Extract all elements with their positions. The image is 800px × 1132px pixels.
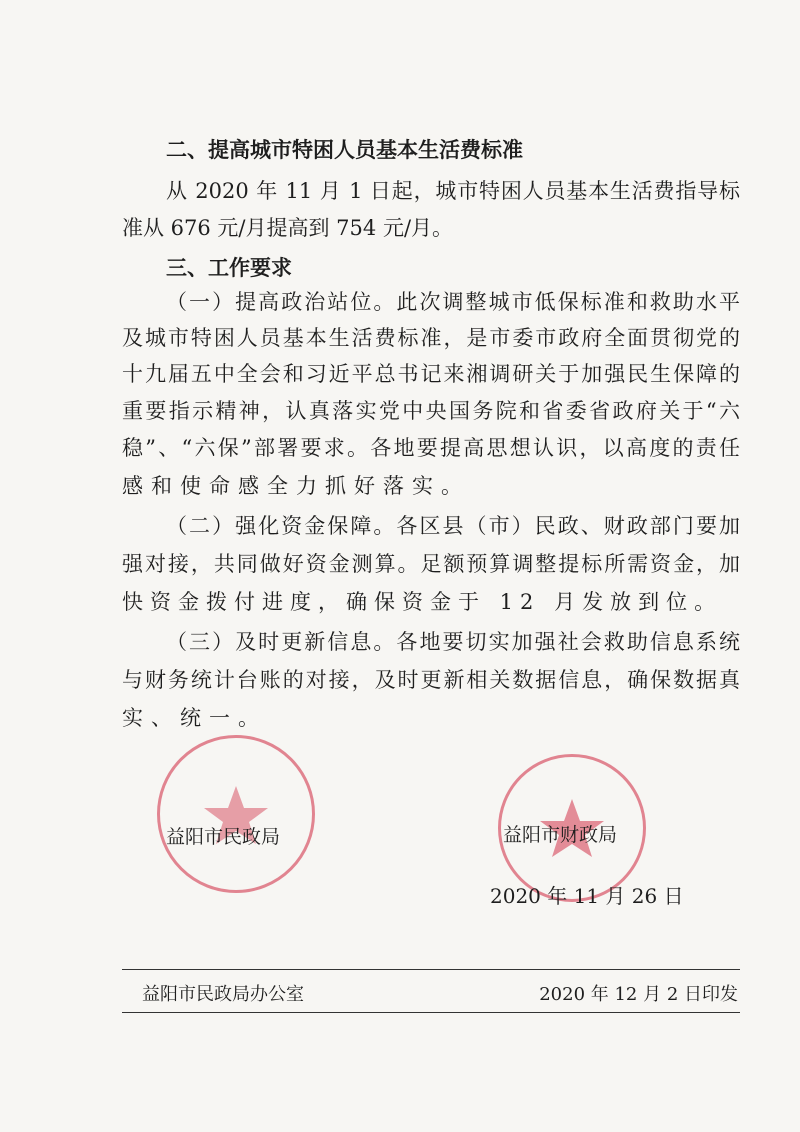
paragraph-line: 从 2020 年 11 月 1 日起，城市特困人员基本生活费指导标 [166, 179, 740, 203]
signature-finance: 益阳市财政局 [503, 824, 618, 846]
signing-date: 2020 年 11 月 26 日 [490, 884, 684, 908]
heading-section-2: 二、提高城市特困人员基本生活费标准 [166, 138, 523, 162]
civil-affairs-seal [157, 735, 315, 893]
signature-civil-affairs: 益阳市民政局 [166, 826, 281, 848]
footer-bottom-rule [122, 1012, 740, 1013]
paragraph-line: （二）强化资金保障。各区县（市）民政、财政部门要加 [166, 514, 740, 538]
paragraph-line: （一）提高政治站位。此次调整城市低保标准和救助水平 [166, 290, 740, 314]
paragraph-line: 及城市特困人员基本生活费标准，是市委市政府全面贯彻党的 [122, 326, 740, 350]
heading-section-3: 三、工作要求 [166, 256, 292, 280]
footer-issuer: 益阳市民政局办公室 [142, 984, 304, 1005]
paragraph-line: 感和使命感全力抓好落实。 [122, 474, 470, 498]
paragraph-line: 十九届五中全会和习近平总书记来湘调研关于加强民生保障的 [122, 362, 740, 386]
paragraph-line: 稳”、“六保”部署要求。各地要提高思想认识，以高度的责任 [122, 436, 740, 460]
paragraph-line: （三）及时更新信息。各地要切实加强社会救助信息系统 [166, 630, 740, 654]
paragraph-line: 重要指示精神，认真落实党中央国务院和省委省政府关于“六 [122, 399, 740, 423]
paragraph-line: 实、统一。 [122, 706, 267, 730]
paragraph-line: 与财务统计台账的对接，及时更新相关数据信息，确保数据真 [122, 668, 740, 692]
footer-print-date: 2020 年 12 月 2 日印发 [539, 984, 738, 1005]
paragraph-line: 强对接，共同做好资金测算。足额预算调整提标所需资金，加 [122, 552, 740, 576]
footer-top-rule [122, 969, 740, 970]
star-icon [160, 738, 312, 890]
paragraph-line: 快资金拨付进度，确保资金于 12 月发放到位。 [122, 590, 723, 614]
paragraph-line: 准从 676 元/月提高到 754 元/月。 [122, 216, 454, 240]
